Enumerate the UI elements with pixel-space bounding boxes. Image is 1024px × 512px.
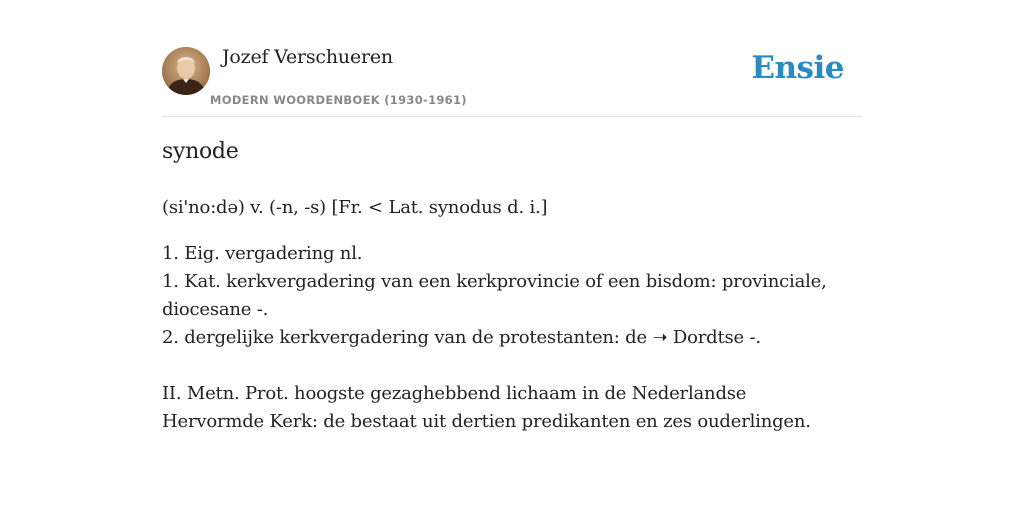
entry-content	[162, 194, 852, 436]
definition-line-2: 1. Kat. kerkvergadering van een kerkprovincie of een bisdom: provinciale, diocesane -.	[162, 271, 827, 320]
ensie-logo-link[interactable]: Ensie	[751, 50, 844, 86]
definition-note: II. Metn. Prot. hoogste gezaghebbend lichaam in de Nederlandse Hervormde Kerk: de bestaat uit dertien predikanten en zes ouderlingen.	[162, 383, 811, 432]
author-name[interactable]: Jozef Verschueren	[222, 46, 393, 68]
definition-line-3: 2. dergelijke kerkvergadering van de protestanten: de ➝ Dordtse -.	[162, 327, 761, 348]
pronunciation-etymology: (si'no:də) v. (-n, -s) [Fr. < Lat. synodus d. i.]	[162, 197, 548, 218]
definition-line-1: 1. Eig. vergadering nl.	[162, 243, 363, 264]
dictionary-source[interactable]: MODERN WOORDENBOEK (1930-1961)	[210, 93, 467, 107]
entry-header	[162, 40, 862, 117]
author-avatar[interactable]	[162, 47, 210, 95]
paragraph-spacer	[162, 352, 852, 380]
entry-term: synode	[162, 139, 239, 164]
portrait-photo-icon	[162, 47, 210, 95]
